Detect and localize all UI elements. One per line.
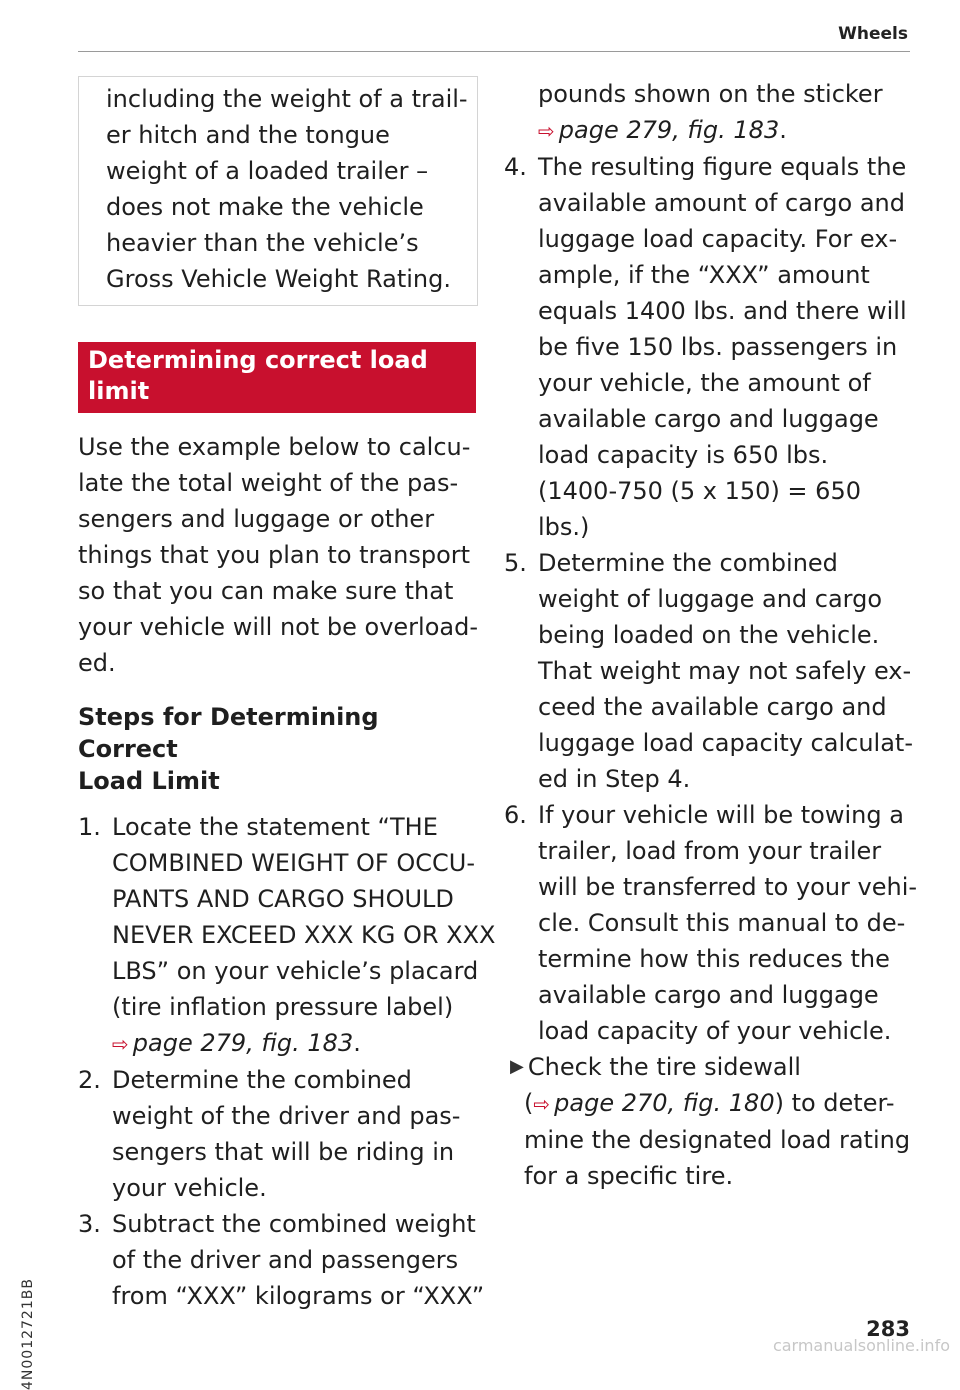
step-number: 4. (504, 153, 527, 181)
step-number: 2. (78, 1066, 101, 1094)
step-body (538, 149, 914, 545)
step-number: 1. (78, 813, 101, 841)
step-continuation (504, 76, 914, 149)
step-item (78, 1062, 478, 1206)
step-line: PANTS AND CARGO SHOULD (112, 885, 454, 913)
step-line: pounds shown on the sticker (538, 80, 883, 108)
intro-line: things that you plan to transport (78, 541, 471, 569)
step-line: load capacity is 650 lbs. (538, 441, 829, 469)
intro-line: ed. (78, 649, 116, 677)
page-reference-link[interactable]: page 279, fig. 183 (132, 1029, 354, 1057)
running-header: Wheels (838, 24, 908, 44)
step-line: termine how this reduces the (538, 945, 890, 973)
note-line: weight of a loaded trailer – (106, 157, 429, 185)
bullet-note (504, 1049, 914, 1194)
subheading (78, 701, 478, 797)
step-line: of the driver and passengers (112, 1246, 459, 1274)
step-line: available cargo and luggage (538, 405, 879, 433)
step-line: cle. Consult this manual to de- (538, 909, 906, 937)
document-code: 4N0012721BB (20, 1278, 36, 1390)
punctuation: . (353, 1029, 361, 1057)
step-line: (tire inflation pressure label) (112, 993, 454, 1021)
step-item (504, 797, 918, 1049)
step-body (538, 76, 914, 149)
arrow-right-icon: ⇨ (533, 1092, 551, 1116)
step-line: available cargo and luggage (538, 981, 879, 1009)
intro-paragraph (78, 429, 478, 681)
step-line: sengers that will be riding in (112, 1138, 455, 1166)
intro-line: so that you can make sure that (78, 577, 454, 605)
step-line: ceed the available cargo and (538, 693, 887, 721)
bullet-line (504, 1049, 914, 1085)
step-number: 6. (504, 801, 527, 829)
watermark: carmanualsonline.info (772, 1336, 950, 1355)
step-line: weight of luggage and cargo (538, 585, 883, 613)
step-line: ed in Step 4. (538, 765, 691, 793)
step-line: be five 150 lbs. passengers in (538, 333, 898, 361)
step-xref-line (112, 1025, 496, 1062)
bullet-line: mine the designated load rating (524, 1126, 911, 1154)
step-line: If your vehicle will be towing a (538, 801, 904, 829)
page-reference-link[interactable]: page 279, fig. 183 (558, 116, 780, 144)
left-column (78, 76, 496, 1314)
step-xref-line (538, 112, 914, 149)
section-heading (78, 342, 476, 413)
step-line: (1400-750 (5 x 150) = 650 (538, 477, 861, 505)
right-column (504, 76, 918, 1194)
page-reference-link[interactable]: page 270, fig. 180 (554, 1089, 775, 1117)
step-line: available amount of cargo and (538, 189, 905, 217)
subheading-line: Load Limit (78, 767, 220, 795)
step-line: weight of the driver and pas- (112, 1102, 461, 1130)
note-box (78, 76, 478, 306)
step-body (112, 809, 496, 1062)
step-line: Determine the combined (112, 1066, 412, 1094)
step-number: 3. (78, 1210, 101, 1238)
triangle-right-icon: ▶ (510, 1056, 524, 1077)
intro-line: sengers and luggage or other (78, 505, 435, 533)
note-line: including the weight of a trail- (106, 85, 468, 113)
intro-line: your vehicle will not be overload- (78, 613, 478, 641)
step-body (112, 1206, 484, 1314)
step-body (112, 1062, 478, 1206)
steps-list (78, 809, 496, 1314)
step-line: being loaded on the vehicle. (538, 621, 880, 649)
step-line: Subtract the combined weight (112, 1210, 476, 1238)
bullet-line: for a specific tire. (524, 1162, 734, 1190)
step-line: COMBINED WEIGHT OF OCCU- (112, 849, 475, 877)
note-line: does not make the vehicle (106, 193, 424, 221)
step-line: luggage load capacity. For ex- (538, 225, 898, 253)
note-line: Gross Vehicle Weight Rating. (106, 265, 451, 293)
step-item (78, 809, 496, 1062)
arrow-right-icon: ⇨ (112, 1032, 129, 1056)
bullet-line (504, 1085, 914, 1122)
intro-line: late the total weight of the pas- (78, 469, 459, 497)
step-line: will be transferred to your vehi- (538, 873, 918, 901)
section-heading-line: limit (88, 377, 150, 405)
paren: ( (524, 1089, 534, 1117)
note-line: heavier than the vehicle’s (106, 229, 419, 257)
step-line: LBS” on your vehicle’s placard (112, 957, 479, 985)
step-line: That weight may not safely ex- (538, 657, 912, 685)
punctuation: . (779, 116, 787, 144)
step-line: load capacity of your vehicle. (538, 1017, 892, 1045)
step-line: your vehicle. (112, 1174, 267, 1202)
step-item (504, 149, 914, 545)
bullet-text: Check the tire sidewall (527, 1053, 801, 1081)
header-rule (78, 51, 910, 52)
step-line: trailer, load from your trailer (538, 837, 882, 865)
step-line: Locate the statement “THE (112, 813, 438, 841)
step-line: The resulting figure equals the (538, 153, 907, 181)
intro-line: Use the example below to calcu- (78, 433, 471, 461)
arrow-right-icon: ⇨ (538, 119, 555, 143)
step-line: NEVER EXCEED XXX KG OR XXX (112, 921, 496, 949)
step-line: Determine the combined (538, 549, 838, 577)
step-line: from “XXX” kilograms or “XXX” (112, 1282, 485, 1310)
step-line: ample, if the “XXX” amount (538, 261, 870, 289)
step-body (538, 545, 914, 797)
step-item (78, 1206, 485, 1314)
bullet-text: ) to deter- (774, 1089, 895, 1117)
step-line: luggage load capacity calculat- (538, 729, 913, 757)
note-line: er hitch and the tongue (106, 121, 390, 149)
step-number: 5. (504, 549, 527, 577)
section-heading-line: Determining correct load (88, 346, 428, 374)
step-item (504, 545, 914, 797)
step-line: your vehicle, the amount of (538, 369, 871, 397)
subheading-line: Steps for Determining Correct (78, 703, 379, 763)
step-line: lbs.) (538, 513, 590, 541)
page-number: 283 (866, 1317, 910, 1341)
step-body (538, 797, 917, 1049)
step-line: equals 1400 lbs. and there will (538, 297, 907, 325)
